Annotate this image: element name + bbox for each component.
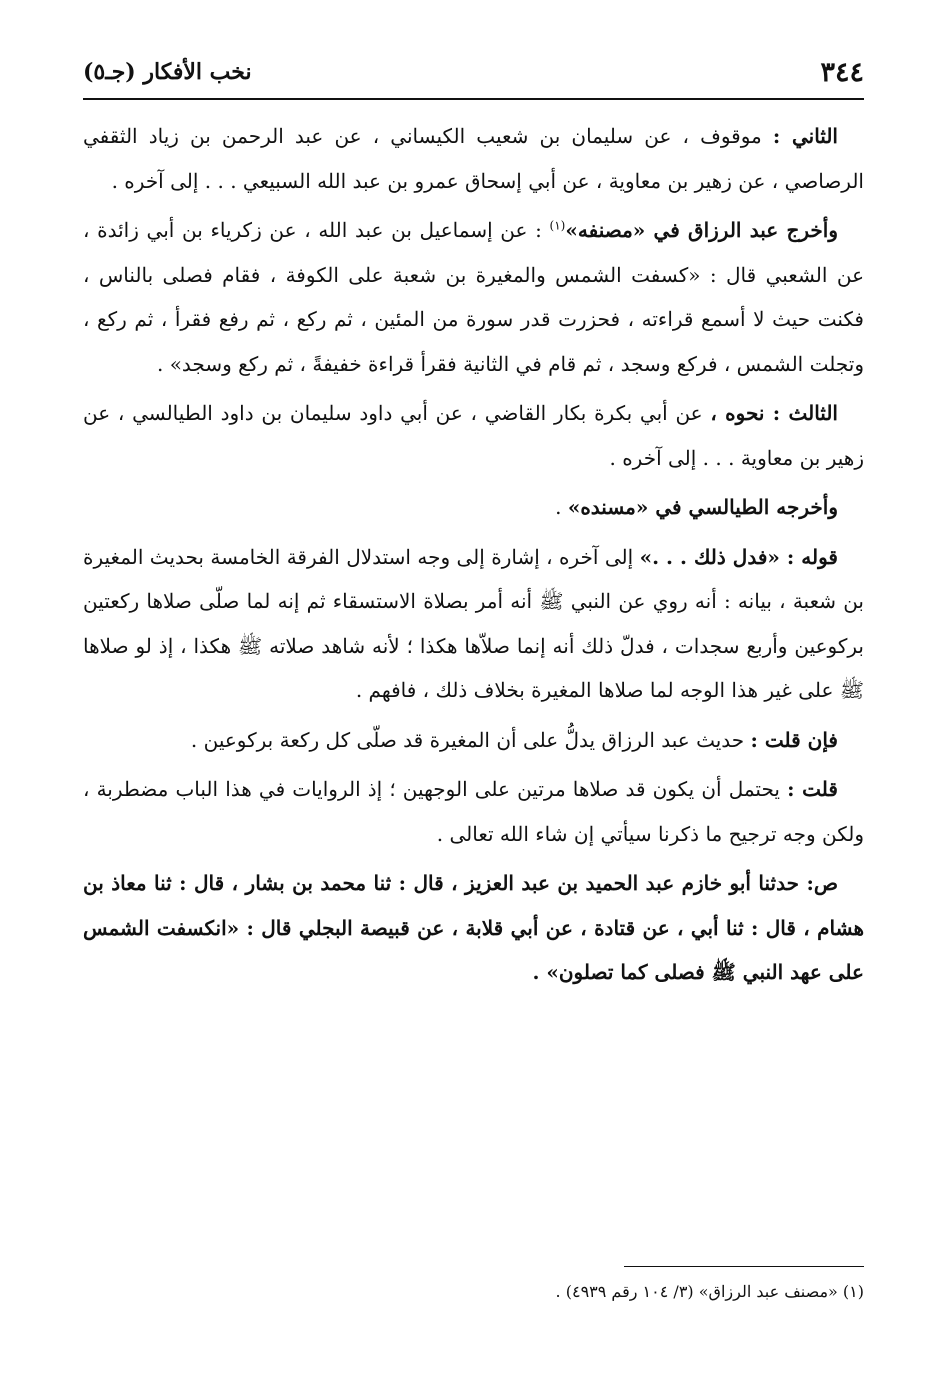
paragraph-lead: ص: [806, 871, 838, 895]
page-number: ٣٤٤ [820, 56, 864, 88]
paragraph-lead: قوله : «فدل ذلك . . .» [639, 544, 838, 569]
running-title: نخب الأفكار (جـ٥) [83, 59, 252, 85]
paragraph-text: . [555, 495, 568, 519]
paragraph-second-chain [83, 114, 864, 203]
paragraph-lead: الثاني : [772, 124, 838, 148]
paragraph-text: إلى آخره ، إشارة إلى وجه استدلال الفرقة الخامسة بحديث المغيرة بن شعبة ، بيانه : أنه روي عن النبي ﷺ أنه أمر بصلاة الاستسقاء ثم إنه لما صلّى صلاها ركعتين بركوعين وأربع سجدات ، فدلّ ذلك أنه إنما صلاّها هكذا ؛ لأنه شاهد صلاته ﷺ هكذا ، إذ لو صلاها ﷺ على غير هذا الوجه لما صلاها المغيرة بخلاف ذلك ، فافهم . [83, 544, 864, 702]
footnote: (١) «مصنف عبد الرزاق» (٣/ ١٠٤ رقم ٤٩٣٩) . [555, 1282, 864, 1301]
main-text [83, 114, 864, 1000]
paragraph-text: حدثنا أبو خازم عبد الحميد بن عبد العزيز ، قال : ثنا محمد بن بشار ، قال : ثنا معاذ بن هشام ، قال : ثنا أبي ، عن قتادة ، عن أبي قلابة ، عن قبيصة البجلي قال : «انكسفت الشمس على عهد النبي ﷺ فصلى كما تصلون» . [83, 871, 864, 984]
footnote-marker: (١) [549, 218, 566, 233]
paragraph-hadith-text [83, 861, 864, 995]
paragraph-tayalisi [83, 485, 864, 530]
paragraph-lead: فإن قلت : [750, 727, 838, 752]
paragraph-text: يحتمل أن يكون قد صلاها مرتين على الوجهين ؛ إذ الروايات في هذا الباب مضطربة ، ولكن وجه ترجيح ما ذكرنا سيأتي إن شاء الله تعالى . [83, 777, 864, 846]
header-divider [83, 98, 864, 100]
paragraph-lead: قلت : [787, 777, 838, 801]
paragraph-text: موقوف ، عن سليمان بن شعيب الكيساني ، عن عبد الرحمن بن زياد الثقفي الرصاصي ، عن زهير بن معاوية ، عن أبي إسحاق عمرو بن عبد الله السبيعي . . . إلى آخره . [83, 124, 864, 193]
paragraph-lead: وأخرجه الطيالسي في «مسنده» [567, 495, 838, 519]
footnote-divider [624, 1266, 864, 1267]
page-header [83, 50, 864, 94]
paragraph-text: : عن إسماعيل بن عبد الله ، عن زكرياء بن أبي زائدة ، عن الشعبي قال : «كسفت الشمس والمغيرة بن شعبة على الكوفة ، فقام فصلى بالناس ، فكنت حيث لا أسمع قراءته ، فحزرت قدر سورة من المئين ، ثم ركع ، ثم رفع فقرأ ، ثم ركع ، وتجلت الشمس ، فركع وسجد ، ثم قام في الثانية فقرأ قراءة خفيفةً ، ثم ركع وسجد» . [83, 218, 864, 376]
paragraph-text: حديث عبد الرزاق يدلُّ على أن المغيرة قد صلّى كل ركعة بركوعين . [190, 727, 751, 752]
paragraph-abdulrazzaq [83, 208, 864, 386]
paragraph-objection [83, 718, 864, 763]
paragraph-lead: الثالث : نحوه ، [710, 401, 838, 425]
paragraph-third-chain [83, 391, 864, 480]
paragraph-commentary [83, 535, 864, 713]
paragraph-lead: وأخرج عبد الرزاق في «مصنفه» [565, 218, 838, 242]
paragraph-text: عن أبي بكرة بكار القاضي ، عن أبي داود سليمان بن داود الطيالسي ، عن زهير بن معاوية . . . إلى آخره . [83, 401, 864, 470]
paragraph-reply [83, 767, 864, 856]
